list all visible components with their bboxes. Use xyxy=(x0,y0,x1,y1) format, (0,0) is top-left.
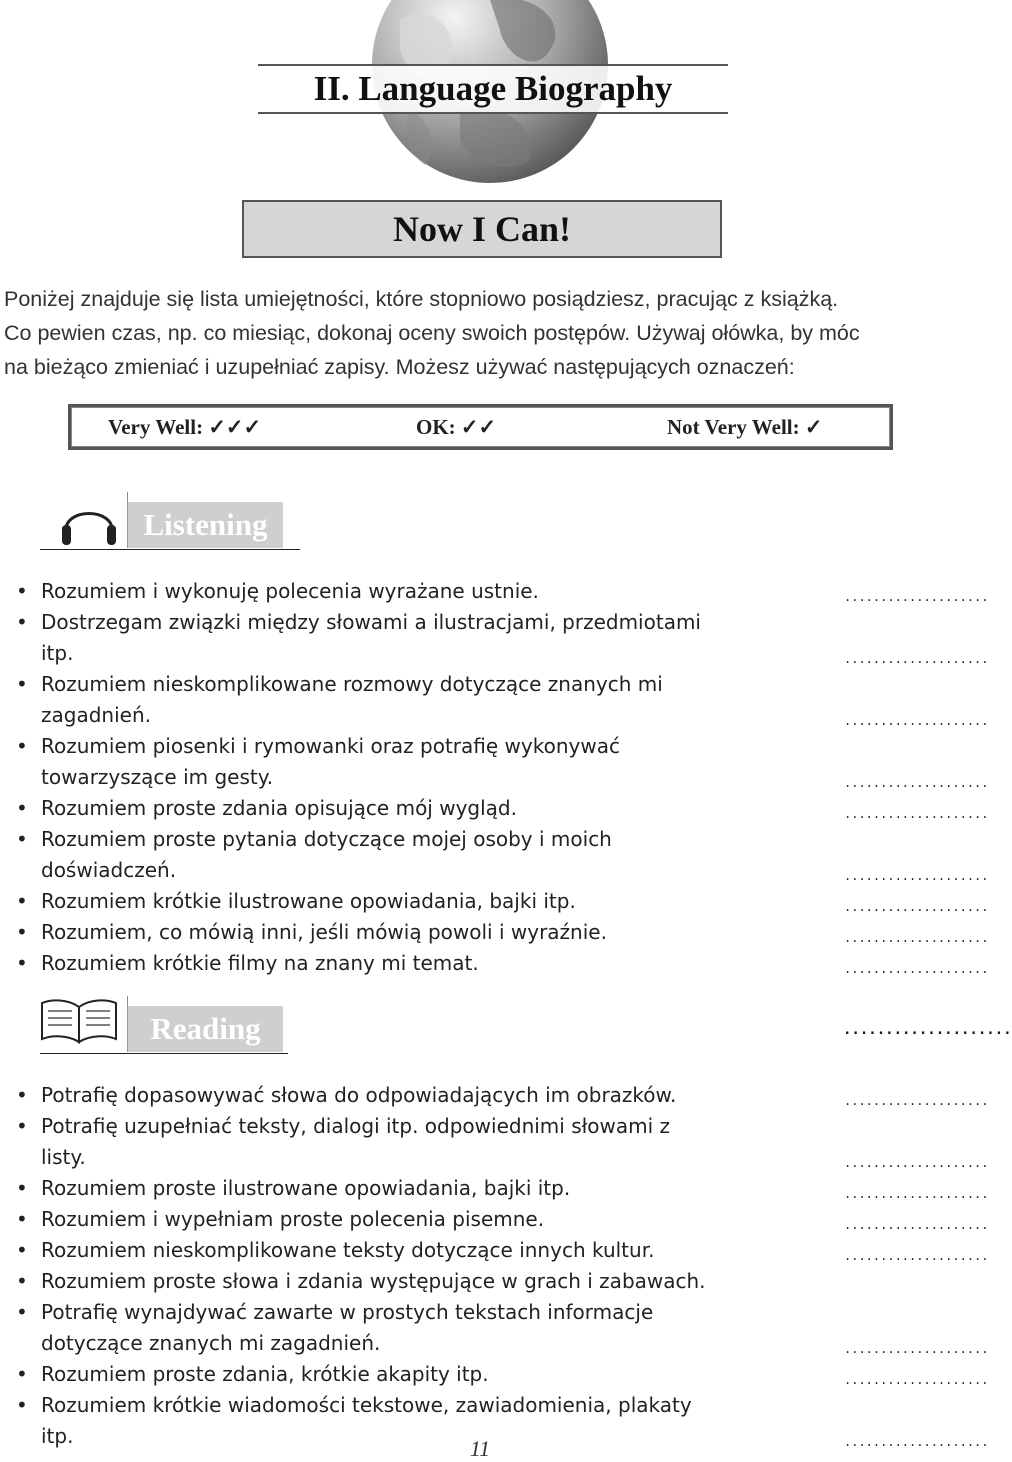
intro-line: na bieżąco zmieniać i uzupełniać zapisy. Możesz używać następujących oznaczeń: xyxy=(4,355,795,379)
list-item: • Rozumiem proste ilustrowane opowiadania, bajki itp. .................... xyxy=(14,1173,954,1204)
listening-label: Listening xyxy=(127,502,283,548)
reading-list xyxy=(14,1080,989,1452)
list-item: • Rozumiem krótkie filmy na znany mi temat. .................... xyxy=(14,948,954,979)
list-item: • Rozumiem i wypełniam proste polecenia pisemne. .................... xyxy=(14,1204,954,1235)
reading-overall-blank[interactable]: .................... xyxy=(843,1022,1012,1038)
list-item: • Potrafię uzupełniać teksty, dialogi itp. odpowiednimi słowami z listy. .................... xyxy=(14,1111,954,1173)
intro-line: Poniżej znajduje się lista umiejętności, które stopniowo posiądziesz, pracując z książką. xyxy=(4,287,839,311)
answer-blank[interactable]: .................... xyxy=(844,714,989,728)
answer-blank[interactable]: .................... xyxy=(844,1249,989,1263)
answer-blank[interactable]: .................... xyxy=(844,1094,989,1108)
reading-label: Reading xyxy=(127,1006,283,1052)
headphones-icon xyxy=(58,495,120,550)
legend-ok: OK: ✓✓ xyxy=(416,415,497,439)
list-item: • Rozumiem piosenki i rymowanki oraz potrafię wykonywać towarzyszące im gesty. .................... xyxy=(14,731,954,793)
list-item: • Potrafię wynajdywać zawarte w prostych tekstach informacje dotyczące znanych mi zagadnień. .................... xyxy=(14,1297,954,1359)
answer-blank[interactable]: .................... xyxy=(844,807,989,821)
answer-blank[interactable]: .................... xyxy=(844,900,989,914)
answer-blank[interactable]: .................... xyxy=(844,1342,989,1356)
page-title: II. Language Biography xyxy=(313,69,673,108)
intro-line: Co pewien czas, np. co miesiąc, dokonaj oceny swoich postępów. Używaj ołówka, by móc xyxy=(4,321,860,345)
legend-very-well: Very Well: ✓✓✓ xyxy=(108,415,262,439)
list-item: • Potrafię dopasowywać słowa do odpowiadających im obrazków. .................... xyxy=(14,1080,954,1111)
list-item: • Rozumiem proste pytania dotyczące mojej osoby i moich doświadczeń. .................... xyxy=(14,824,954,886)
open-book-icon xyxy=(38,995,120,1045)
list-item: • Rozumiem nieskomplikowane teksty dotyczące innych kultur. .................... xyxy=(14,1235,954,1266)
list-item: • Rozumiem krótkie wiadomości tekstowe, zawiadomienia, plakaty itp. .................... xyxy=(14,1390,954,1452)
answer-blank[interactable]: .................... xyxy=(844,869,989,883)
list-item: • Rozumiem, co mówią inni, jeśli mówią powoli i wyraźnie. .................... xyxy=(14,917,954,948)
answer-blank[interactable]: .................... xyxy=(844,1187,989,1201)
answer-blank[interactable]: .................... xyxy=(844,1156,989,1170)
answer-blank[interactable]: .................... xyxy=(844,1218,989,1232)
reading-underline xyxy=(40,1053,288,1054)
list-item: • Rozumiem i wykonuję polecenia wyrażane ustnie. .................... xyxy=(14,576,954,607)
list-item: • Rozumiem nieskomplikowane rozmowy dotyczące znanych mi zagadnień. .................... xyxy=(14,669,954,731)
listening-list xyxy=(14,576,989,979)
answer-blank[interactable]: .................... xyxy=(844,776,989,790)
answer-blank[interactable]: .................... xyxy=(844,1373,989,1387)
list-item: • Dostrzegam związki między słowami a ilustracjami, przedmiotami itp. .................... xyxy=(14,607,954,669)
page-number: 11 xyxy=(469,1436,491,1461)
listening-underline xyxy=(40,549,300,550)
legend-not-very-well: Not Very Well: ✓ xyxy=(667,415,823,439)
section-title-box: Now I Can! xyxy=(242,200,722,258)
answer-blank[interactable]: .................... xyxy=(844,652,989,666)
answer-blank[interactable]: .................... xyxy=(844,1435,989,1449)
answer-blank[interactable]: .................... xyxy=(844,931,989,945)
list-item: • Rozumiem proste zdania, krótkie akapity itp. .................... xyxy=(14,1359,954,1390)
list-item: • Rozumiem proste zdania opisujące mój wygląd. .................... xyxy=(14,793,954,824)
list-item: • Rozumiem krótkie ilustrowane opowiadania, bajki itp. .................... xyxy=(14,886,954,917)
answer-blank[interactable]: .................... xyxy=(844,962,989,976)
answer-blank[interactable]: .................... xyxy=(844,590,989,604)
list-item: • Rozumiem proste słowa i zdania występujące w grach i zabawach. xyxy=(14,1266,954,1297)
intro-text xyxy=(4,282,958,384)
